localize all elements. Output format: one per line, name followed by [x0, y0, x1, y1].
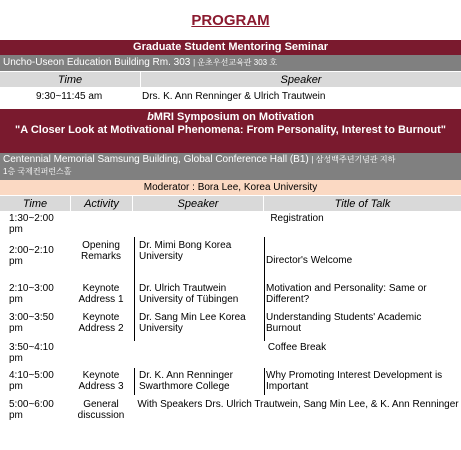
row-speaker: Dr. Ulrich Trautwein University of Tübingen — [139, 283, 239, 305]
row-activity: General discussion — [77, 399, 125, 421]
symposium-heading — [0, 109, 461, 153]
row-span: Coffee Break — [267, 342, 327, 353]
seminar-venue-text: Uncho-Useon Education Building Rm. 303 — [3, 57, 191, 68]
seminar-speaker-header: Speaker — [280, 73, 322, 86]
symposium-venue-korean-2: 1층 국제컨퍼런스홀 — [3, 167, 72, 176]
symposium-title — [0, 111, 461, 124]
seminar-time-header: Time — [57, 73, 83, 86]
symposium-subtitle: "A Closer Look at Motivational Phenomena: From Personality, Interest to Burnout" — [15, 124, 446, 136]
seminar-row — [0, 90, 461, 104]
col-header-time: Time — [22, 197, 48, 210]
row-title: Director's Welcome — [266, 255, 353, 266]
col-header-speaker: Speaker — [177, 197, 219, 210]
row-time: 2:10~3:00 pm — [9, 283, 54, 305]
row-time: 1:30~2:00 pm — [9, 213, 54, 235]
seminar-heading: Graduate Student Mentoring Seminar — [0, 40, 461, 55]
row-speaker: Dr. K. Ann Renninger Swarthmore College — [139, 370, 233, 392]
table-row — [0, 341, 461, 365]
row-time: 4:10~5:00 pm — [9, 370, 54, 392]
col-header-activity: Activity — [84, 197, 119, 210]
row-time: 5:00~6:00 pm — [9, 399, 54, 421]
symposium-venue-text: Centennial Memorial Samsung Building, Global Conference Hall (B1) — [3, 154, 309, 165]
table-row — [0, 212, 461, 236]
moderator-line: Moderator : Bora Lee, Korea University — [0, 180, 461, 195]
row-speaker: Dr. Mimi Bong Korea University — [139, 240, 232, 262]
seminar-time: 9:30~11:45 am — [36, 91, 103, 102]
symposium-venue-korean: | 삼성백주년기념관 지하 — [311, 155, 396, 164]
seminar-header-row — [0, 72, 461, 87]
table-row — [0, 398, 461, 424]
row-time: 3:50~4:10 pm — [9, 342, 54, 364]
row-time: 3:00~3:50 pm — [9, 312, 54, 334]
row-activity: Keynote Address 1 — [78, 283, 124, 305]
row-title: Motivation and Personality: Same or Different? — [266, 283, 427, 305]
seminar-speaker: Drs. K. Ann Renninger & Ulrich Trautwein — [142, 91, 326, 102]
row-activity: Opening Remarks — [80, 240, 121, 262]
table-row — [0, 311, 461, 335]
seminar-venue — [0, 55, 461, 71]
table-row — [0, 369, 461, 393]
symposium-title-text: MRI Symposium on Motivation — [153, 111, 314, 123]
row-activity: Keynote Address 3 — [78, 370, 124, 392]
table-header-row — [0, 196, 461, 211]
seminar-venue-korean: | 운초우선교육관 303 호 — [193, 58, 278, 67]
symposium-venue — [0, 153, 461, 180]
table-row — [0, 282, 461, 306]
page-title: PROGRAM — [191, 12, 270, 29]
row-title: Why Promoting Interest Development is Important — [266, 370, 443, 392]
table-row — [0, 239, 461, 275]
col-header-title: Title of Talk — [334, 197, 391, 210]
row-time: 2:00~2:10 pm — [9, 245, 54, 267]
row-span: With Speakers Drs. Ulrich Trautwein, Sang Min Lee, & K. Ann Renninger — [137, 399, 459, 410]
symposium-title-prefix: b — [147, 111, 154, 123]
row-activity: Keynote Address 2 — [78, 312, 124, 334]
row-span: Registration — [270, 213, 324, 224]
row-speaker: Dr. Sang Min Lee Korea University — [139, 312, 246, 334]
row-title: Understanding Students' Academic Burnout — [266, 312, 422, 334]
